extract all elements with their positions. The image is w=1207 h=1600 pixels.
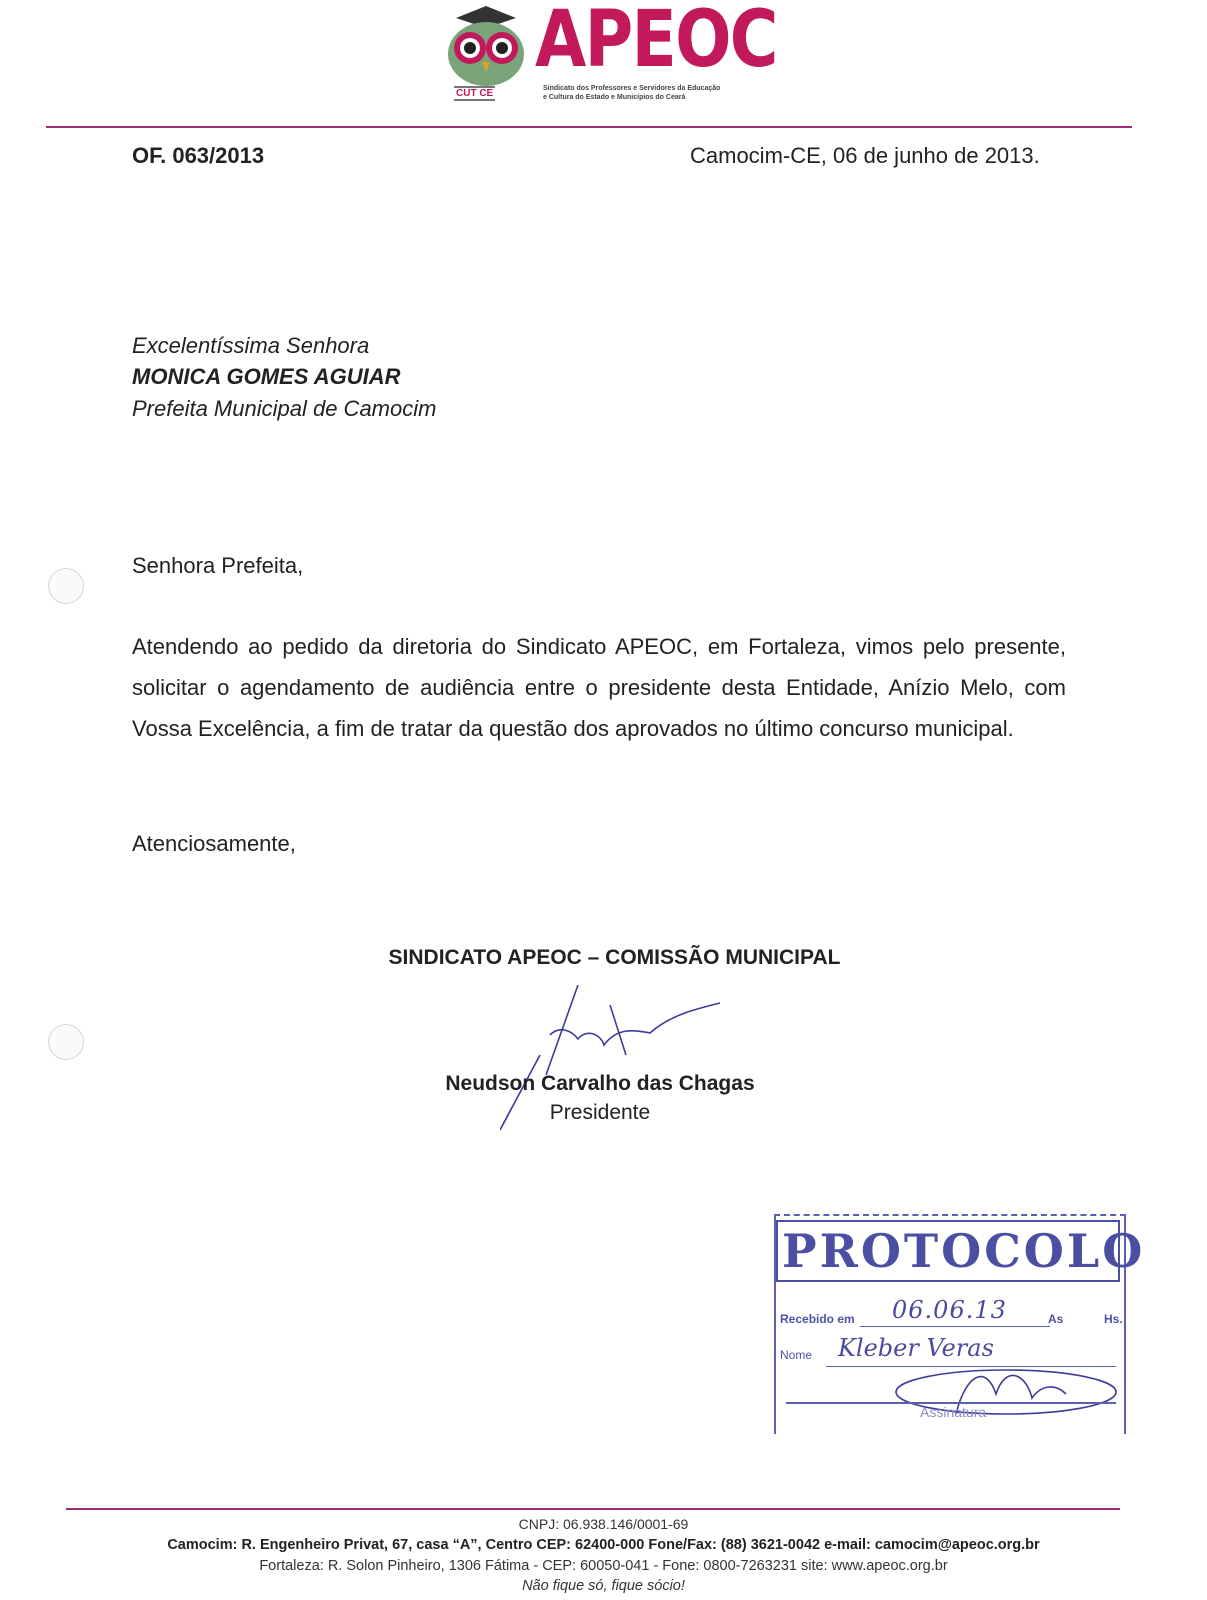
place-date: Camocim-CE, 06 de junho de 2013. (690, 143, 1040, 168)
footer-motto: Não fique só, fique sócio! (522, 1578, 685, 1594)
stamp-received-label: Recebido em (780, 1312, 855, 1326)
signer-name: Neudson Carvalho das Chagas (445, 1072, 755, 1095)
footer-fortaleza-address: Fortaleza: R. Solon Pinheiro, 1306 Fátima - CEP: 60050-041 - Fone: 0800-7263231 site: www.apeoc.org.br (259, 1558, 948, 1574)
cut-badge: CUT CE (456, 88, 494, 99)
organization-signature-text: SINDICATO APEOC – COMISSÃO MUNICIPAL (388, 946, 841, 969)
signer-block (400, 1070, 800, 1128)
header-divider (46, 126, 1132, 128)
brand-subtitle (543, 84, 720, 102)
stamp-received-date: 06.06.13 (892, 1296, 1007, 1324)
stamp-date-line (860, 1326, 1050, 1327)
brand-name: APEOC (535, 0, 777, 85)
footer-cnpj: CNPJ: 06.938.146/0001-69 (518, 1516, 689, 1532)
organization-signature (0, 944, 1207, 972)
letter-body: Atendendo ao pedido da diretoria do Sindicato APEOC, em Fortaleza, vimos pelo presente, solicitar o agendamento de audiência entre o presidente desta Entidade, Anízio Melo, com Vossa Excelência, a fim de tratar da questão dos aprovados no último concurso municipal. (132, 634, 1066, 741)
stamp-time-label: As (1048, 1312, 1064, 1326)
letter-greeting: Senhora Prefeita, (132, 553, 304, 578)
hole-punch-bottom (48, 1024, 84, 1060)
office-number: OF. 063/2013 (132, 143, 265, 168)
letter-closing: Atenciosamente, (132, 831, 296, 856)
addressee-name: MONICA GOMES AGUIAR (132, 364, 401, 389)
owl-logo (444, 4, 528, 88)
addressee-salutation: Excelentíssima Senhora (132, 333, 370, 358)
stamp-title: PROTOCOLO (782, 1224, 1146, 1278)
footer-divider (66, 1508, 1120, 1510)
signer-role: Presidente (549, 1101, 651, 1124)
hole-punch-top (48, 568, 84, 604)
stamp-name-label: Nome (780, 1348, 813, 1362)
stamp-receiver-name: Kleber Veras (838, 1334, 994, 1362)
stamp-signature-scribble (856, 1354, 1126, 1424)
brand-subtitle-line-1: Sindicato dos Professores e Servidores da Educação (543, 85, 721, 92)
stamp-signature-label: Assinatura (920, 1404, 987, 1420)
protocol-stamp (774, 1214, 1146, 1434)
brand-subtitle-line-2: e Cultura do Estado e Municípios do Ceará (543, 94, 686, 101)
footer-camocim-address: Camocim: R. Engenheiro Privat, 67, casa “A”, Centro CEP: 62400-000 Fone/Fax: (88) 3621-0042 e-mail: camocim@apeoc.org.br (167, 1537, 1040, 1553)
addressee-role: Prefeita Municipal de Camocim (132, 396, 437, 421)
stamp-hours-label: Hs. (1104, 1312, 1123, 1326)
